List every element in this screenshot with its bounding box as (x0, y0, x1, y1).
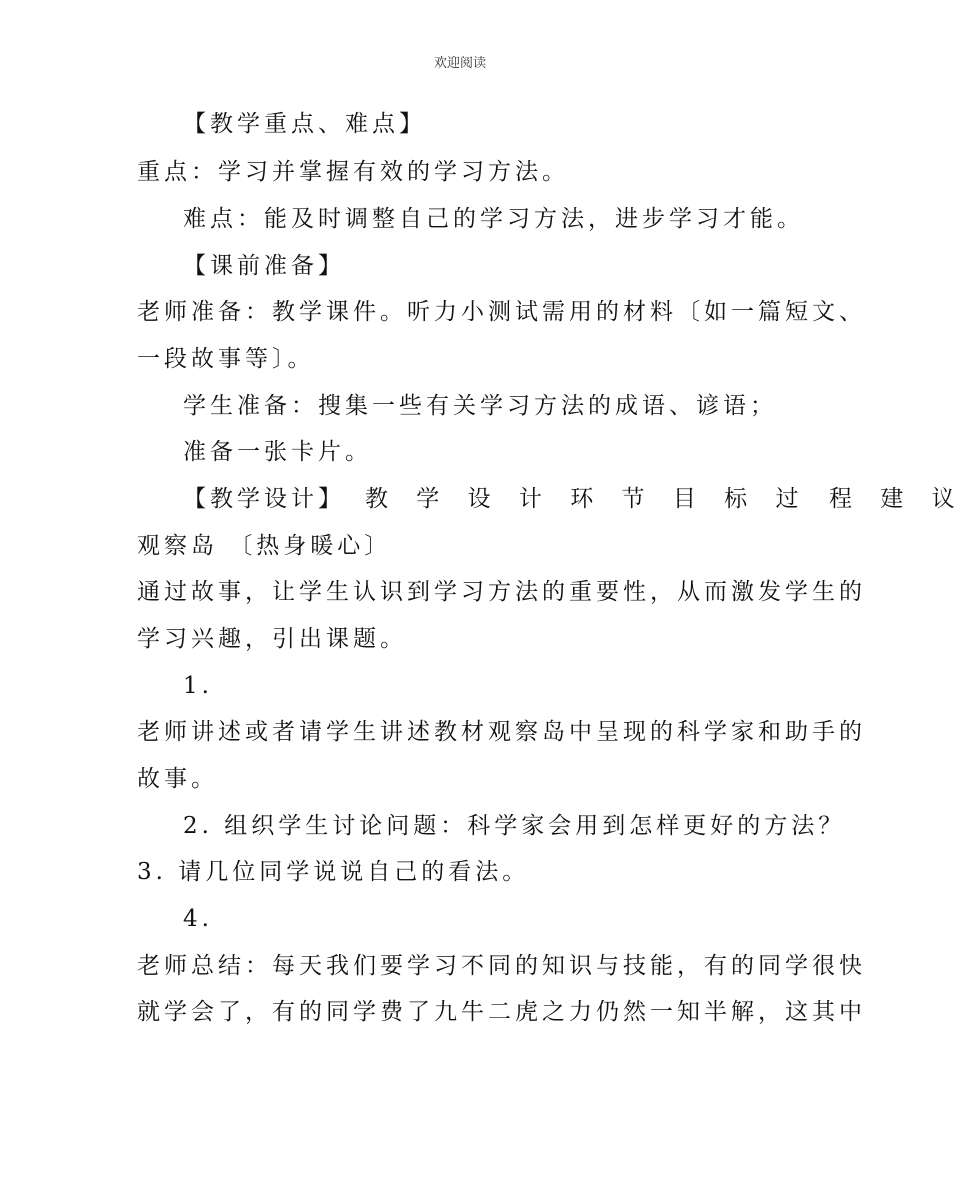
list-item-number-1: 1. (183, 673, 213, 699)
page-header: 欢迎阅读 (433, 56, 486, 71)
list-item-1-text: 老师讲述或者请学生讲述教材观察岛中呈现的科学家和助手的 (137, 719, 866, 745)
table-header-suggestion: 程 建 议 (829, 486, 965, 512)
list-item-4-text: 老师总结：每天我们要学习不同的知识与技能，有的同学很快 (137, 953, 866, 979)
list-item-3: 3. 请几位同学说说自己的看法。 (137, 859, 530, 885)
paragraph-student-prep-card: 准备一张卡片。 (183, 439, 372, 465)
list-item-2: 2. 组织学生讨论问题：科学家会用到怎样更好的方法？ (183, 813, 846, 839)
subheading-observation-island: 观察岛 〔热身暖心〕 (137, 533, 392, 559)
paragraph-student-prep: 学生准备：搜集一些有关学习方法的成语、谚语； (183, 393, 777, 419)
section-heading-preparation: 【课前准备】 (183, 253, 345, 279)
paragraph-teacher-prep-cont: 一段故事等〕。 (137, 346, 315, 372)
section-heading-teaching-design: 【教学设计】 (183, 486, 345, 512)
paragraph-goal: 通过故事，让学生认识到学习方法的重要性，从而激发学生的 (137, 579, 866, 605)
paragraph-goal-cont: 学习兴趣，引出课题。 (137, 626, 407, 652)
teaching-design-row (183, 484, 965, 514)
list-item-number-4: 4. (183, 906, 213, 932)
paragraph-difficult-point: 难点：能及时调整自己的学习方法，进步学习才能。 (183, 206, 804, 232)
paragraph-teacher-prep: 老师准备：教学课件。听力小测试需用的材料〔如一篇短文、 (137, 299, 866, 325)
list-item-4-text-cont: 就学会了，有的同学费了九牛二虎之力仍然一知半解，这其中 (137, 999, 866, 1025)
table-header-columns: 教 学 设 计 环 节 目 标 过 (365, 486, 809, 512)
list-item-1-text-cont: 故事。 (137, 766, 218, 792)
paragraph-key-point: 重点：学习并掌握有效的学习方法。 (137, 159, 569, 185)
section-heading-key-points: 【教学重点、难点】 (183, 111, 426, 137)
